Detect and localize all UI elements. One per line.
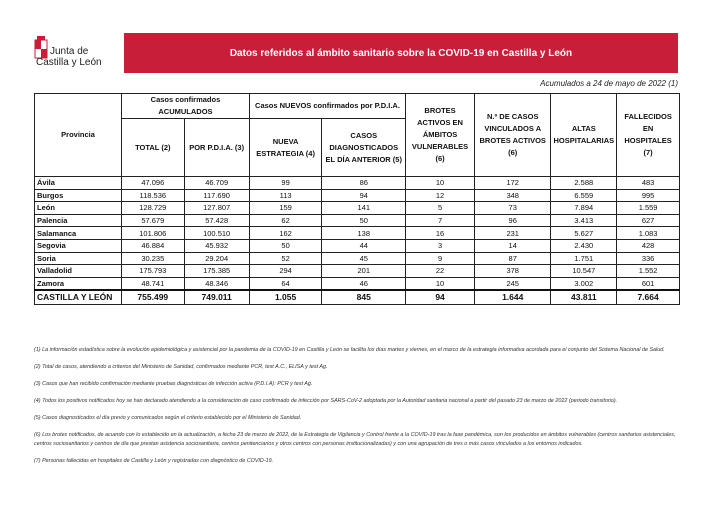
- cell-brotes: 5: [406, 202, 475, 215]
- cell-fall: 601: [617, 277, 680, 290]
- cell-nueva: 52: [249, 252, 322, 265]
- cell-vinc: 245: [474, 277, 551, 290]
- cell-pdia: 100.510: [184, 227, 249, 240]
- cell-total: 175.793: [122, 265, 184, 278]
- footnote: (6) Los brotes notificados, de acuerdo con lo establecido en la actualización, a fecha 23 de marzo de 2022, de la Estrategia de Vigilancia y Control frente a la COVID-19 tras la fase pandémica, son los producidos en ámbitos vulnerables (centros sanitarios asistenciales, centros sociosanitarios y centros de día que prestan asistencia sociosanitaria, centros penitenciarios y otros centros con personas institucionalizadas) y con una agrupación de tres o más casos vinculados a los entornos indicados.: [34, 432, 676, 447]
- cell-pdia: 117.690: [184, 189, 249, 202]
- header-diagnosticados: CASOS DIAGNOSTICADOS EL DÍA ANTERIOR (5): [322, 119, 406, 177]
- table-row: [35, 189, 680, 202]
- cell-diag: 46: [322, 277, 406, 290]
- total-cell-diag: 845: [322, 290, 406, 305]
- cell-nueva: 64: [249, 277, 322, 290]
- table-row: [35, 265, 680, 278]
- cell-total: 30.235: [122, 252, 184, 265]
- cell-pdia: 57.428: [184, 214, 249, 227]
- cell-diag: 94: [322, 189, 406, 202]
- cell-altas: 2.588: [551, 177, 617, 190]
- cell-total: 128.729: [122, 202, 184, 215]
- junta-logo: [34, 36, 114, 78]
- cell-diag: 45: [322, 252, 406, 265]
- cell-fall: 1.552: [617, 265, 680, 278]
- cell-total: 47.096: [122, 177, 184, 190]
- accumulated-date: Acumulados a 24 de mayo de 2022 (1): [540, 79, 678, 88]
- footnote: (2) Total de casos, atendiendo a criterios del Ministerio de Sanidad, confirmados mediante PCR, test A.C., ELISA y test Ag.: [34, 364, 328, 370]
- cell-fall: 428: [617, 239, 680, 252]
- cell-nueva: 113: [249, 189, 322, 202]
- table-row: [35, 214, 680, 227]
- cell-prov: Salamanca: [35, 227, 122, 240]
- cell-prov: León: [35, 202, 122, 215]
- total-cell-fall: 7.664: [617, 290, 680, 305]
- total-cell-pdia: 749.011: [184, 290, 249, 305]
- cell-fall: 1.559: [617, 202, 680, 215]
- cell-brotes: 10: [406, 177, 475, 190]
- header-nuevos: Casos NUEVOS confirmados por P.D.I.A.: [249, 94, 405, 119]
- cell-altas: 1.751: [551, 252, 617, 265]
- cell-diag: 50: [322, 214, 406, 227]
- brand-line-1: Junta de: [50, 46, 89, 57]
- cell-fall: 627: [617, 214, 680, 227]
- cell-nueva: 62: [249, 214, 322, 227]
- cell-fall: 336: [617, 252, 680, 265]
- cell-fall: 483: [617, 177, 680, 190]
- cell-altas: 3.413: [551, 214, 617, 227]
- cell-brotes: 10: [406, 277, 475, 290]
- cell-prov: Palencia: [35, 214, 122, 227]
- cell-brotes: 22: [406, 265, 475, 278]
- cell-nueva: 294: [249, 265, 322, 278]
- footnote: (5) Casos diagnosticados el día previo y comunicados según el criterio establecido por el Ministerio de Sanidad.: [34, 415, 302, 421]
- cell-vinc: 231: [474, 227, 551, 240]
- header-pdia: POR P.D.I.A. (3): [184, 119, 249, 177]
- cell-vinc: 172: [474, 177, 551, 190]
- cell-prov: Soria: [35, 252, 122, 265]
- cell-pdia: 175.385: [184, 265, 249, 278]
- total-cell-nueva: 1.055: [249, 290, 322, 305]
- table-row: [35, 239, 680, 252]
- brand-line-2: Castilla y León: [36, 57, 102, 68]
- total-cell-total: 755.499: [122, 290, 184, 305]
- cell-total: 48.741: [122, 277, 184, 290]
- cell-brotes: 9: [406, 252, 475, 265]
- cell-altas: 3.002: [551, 277, 617, 290]
- cell-vinc: 96: [474, 214, 551, 227]
- header-vinculados: N.º DE CASOS VINCULADOS A BROTES ACTIVOS (6): [474, 94, 551, 177]
- footnote: (7) Personas fallecidas en hospitales de Castilla y León y registradas con diagnóstico de COVID-19.: [34, 458, 274, 464]
- cell-diag: 86: [322, 177, 406, 190]
- cell-brotes: 7: [406, 214, 475, 227]
- header-total: TOTAL (2): [122, 119, 184, 177]
- cell-total: 57.679: [122, 214, 184, 227]
- cell-fall: 995: [617, 189, 680, 202]
- cell-total: 101.806: [122, 227, 184, 240]
- cell-fall: 1.083: [617, 227, 680, 240]
- footnote: (1) La información estadística sobre la evolución epidemiológica y asistencial por la pandemia de la COVID-19 en Castilla y León se facilita los días martes y viernes, en el marco de la estrategia informativa acordada para el conjunto del Sistema Nacional de Salud.: [34, 347, 665, 353]
- table-row: [35, 227, 680, 240]
- covid-table: [34, 93, 680, 305]
- total-cell-vinc: 1.644: [474, 290, 551, 305]
- cell-altas: 10.547: [551, 265, 617, 278]
- cell-vinc: 73: [474, 202, 551, 215]
- title-banner: [124, 33, 678, 73]
- table-row: [35, 202, 680, 215]
- cell-prov: Ávila: [35, 177, 122, 190]
- cell-pdia: 45.932: [184, 239, 249, 252]
- cell-total: 118.536: [122, 189, 184, 202]
- cell-brotes: 12: [406, 189, 475, 202]
- cell-pdia: 127.807: [184, 202, 249, 215]
- banner-title: Datos referidos al ámbito sanitario sobre la COVID-19 en Castilla y León: [229, 47, 573, 59]
- cell-prov: Segovia: [35, 239, 122, 252]
- cell-vinc: 378: [474, 265, 551, 278]
- cell-altas: 5.627: [551, 227, 617, 240]
- cell-total: 46.884: [122, 239, 184, 252]
- table-row: [35, 177, 680, 190]
- total-cell-prov: CASTILLA Y LEÓN: [35, 290, 122, 305]
- cell-altas: 7.894: [551, 202, 617, 215]
- total-cell-brotes: 94: [406, 290, 475, 305]
- cell-pdia: 29.204: [184, 252, 249, 265]
- header-nueva-estrategia: NUEVA ESTRATEGIA (4): [249, 119, 322, 177]
- cell-vinc: 14: [474, 239, 551, 252]
- footnote: (3) Casos que han recibido confirmación mediante pruebas diagnósticas de infección activa (P.D.I.A): PCR y test Ag.: [34, 381, 313, 387]
- total-cell-altas: 43.811: [551, 290, 617, 305]
- footnotes: [34, 346, 684, 474]
- cell-pdia: 46.709: [184, 177, 249, 190]
- cell-vinc: 348: [474, 189, 551, 202]
- cell-diag: 44: [322, 239, 406, 252]
- cell-nueva: 159: [249, 202, 322, 215]
- footnote: (4) Todos los positivos notificados hoy se han declarado atendiendo a la consideración de caso confirmado de infección por SARS-CoV-2 adoptada por la Autoridad sanitaria nacional a partir del pasado 23 de marzo de 2022 (periodo transitorio).: [34, 398, 618, 404]
- cell-nueva: 50: [249, 239, 322, 252]
- cell-nueva: 99: [249, 177, 322, 190]
- cell-prov: Zamora: [35, 277, 122, 290]
- header-acumulados: Casos confirmados ACUMULADOS: [122, 94, 250, 119]
- header-brotes: BROTES ACTIVOS EN ÁMBITOS VULNERABLES (6): [406, 94, 475, 177]
- cell-brotes: 16: [406, 227, 475, 240]
- table-row: [35, 277, 680, 290]
- cell-prov: Valladolid: [35, 265, 122, 278]
- cell-diag: 141: [322, 202, 406, 215]
- total-row: [35, 290, 680, 305]
- cell-diag: 138: [322, 227, 406, 240]
- cell-nueva: 162: [249, 227, 322, 240]
- cell-vinc: 87: [474, 252, 551, 265]
- cell-pdia: 48.346: [184, 277, 249, 290]
- cell-prov: Burgos: [35, 189, 122, 202]
- cell-diag: 201: [322, 265, 406, 278]
- cell-altas: 6.559: [551, 189, 617, 202]
- header-fallecidos: FALLECIDOS EN HOSPITALES (7): [617, 94, 680, 177]
- cell-altas: 2.430: [551, 239, 617, 252]
- table-row: [35, 252, 680, 265]
- header-provincia: Provincia: [35, 94, 122, 177]
- cell-brotes: 3: [406, 239, 475, 252]
- header-altas: ALTAS HOSPITALARIAS: [551, 94, 617, 177]
